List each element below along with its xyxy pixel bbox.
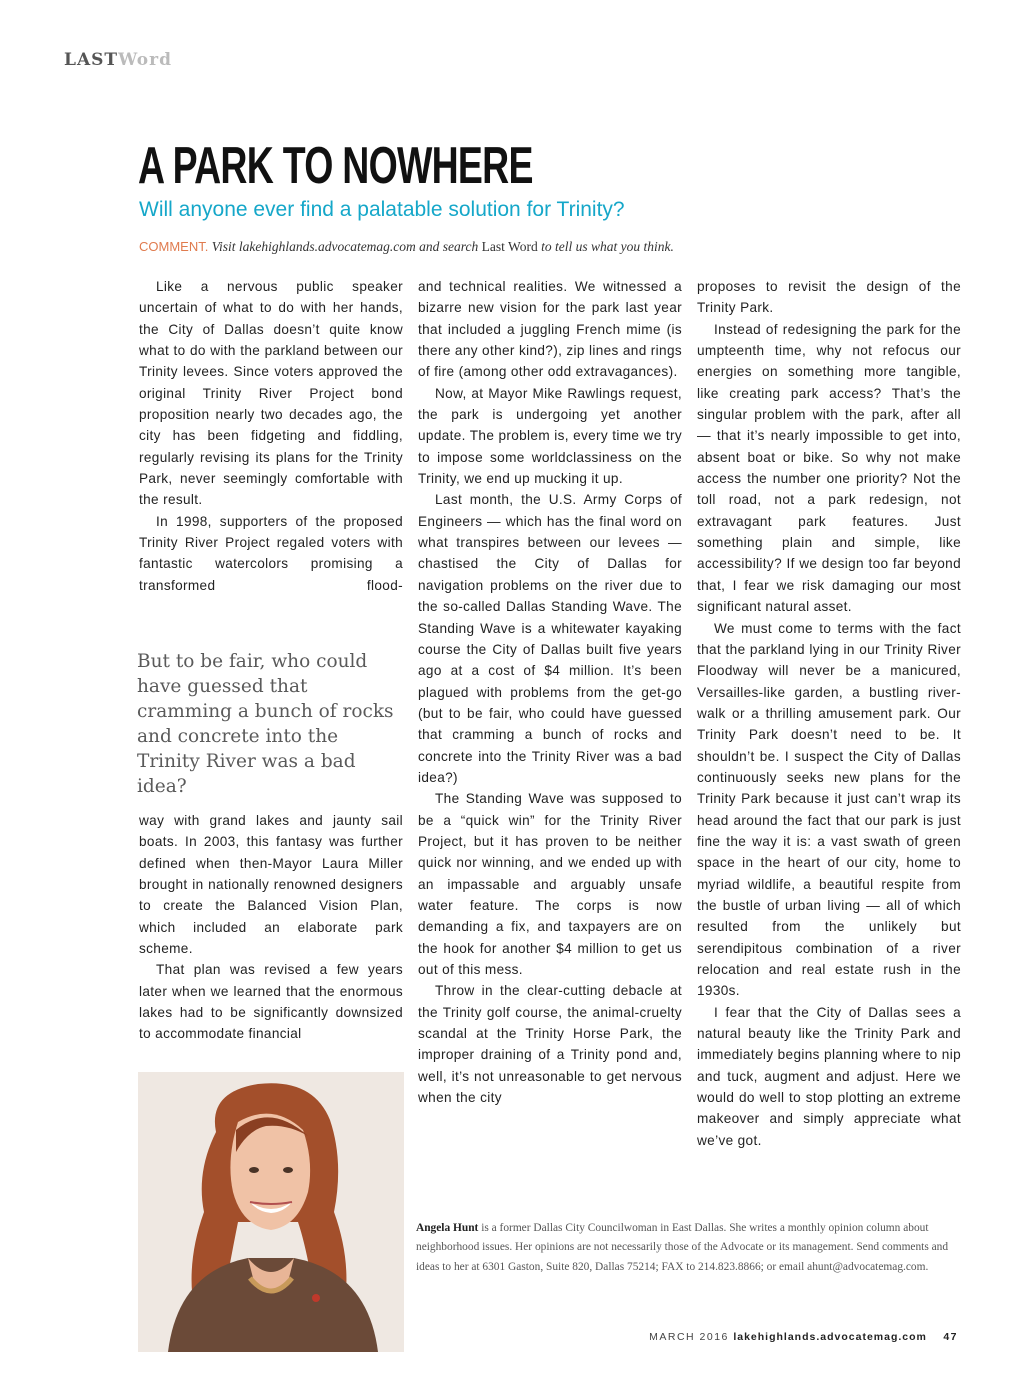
paragraph: In 1998, supporters of the proposed Trinity River Project regaled voters with fantastic watercolors promising a transformed flood- <box>139 513 403 593</box>
paragraph: Throw in the clear-cutting debacle at the Trinity golf course, the animal-cruelty scandal at the Trinity Horse Park, the improper draining of a Trinity pond and, well, it’s not unreasonable to get nervous when the city <box>418 983 682 1106</box>
footer-site: lakehighlands.advocatemag.com <box>733 1331 927 1343</box>
section-tag <box>64 50 172 70</box>
paragraph: The Standing Wave was supposed to be a “quick win” for the Trinity River Project, but it has proven to be neither quick nor winning, and we ended up with an impassable and arguably unsafe water feature. The corps is now demanding a fix, and taxpayers are on the hook for another $4 million to get us out of this mess. <box>418 791 682 977</box>
author-bio <box>416 1219 960 1277</box>
page-footer <box>649 1331 958 1343</box>
comment-post: to tell us what you think. <box>537 239 674 254</box>
paragraph: I fear that the City of Dallas sees a natural beauty like the Trinity Park and immediately begins planning where to nip and tuck, augment and adjust. Here we would do well to stop plotting an extreme makeover and simply appreciate what we’ve got. <box>697 1004 961 1148</box>
paragraph: proposes to revisit the design of the Trinity Park. <box>697 279 961 316</box>
paragraph: We must come to terms with the fact that the parkland lying in our Trinity River Floodway will never be a manicured, Versailles-like garden, a bustling river-walk or a thrilling amusement park. Our Trinity Park doesn’t need to be. It shouldn’t be. I suspect the City of Dallas continuously seeks new plans for the Trinity Park because it just can’t wrap its head around the fact that our park is just fine the way it is: a vast swath of green space in the heart of our city, home to myriad wildlife, a beautiful respite from the bustle of urban living — all of which resulted from the unlikely but serendipitous combination of a river relocation and real estate rush in the 1930s. <box>697 620 961 999</box>
comment-pre: Visit lakehighlands.advocatemag.com and search <box>208 239 482 254</box>
pull-quote: But to be fair, who could have guessed that cramming a bunch of rocks and concrete into the Trinity River was a bad idea? <box>137 651 394 797</box>
column-3 <box>697 276 961 1151</box>
paragraph: That plan was revised a few years later when we learned that the enormous lakes had to be significantly downsized to accommodate financial <box>139 962 403 1042</box>
footer-date: MARCH 2016 <box>649 1331 729 1343</box>
author-photo <box>138 1072 404 1352</box>
paragraph: Instead of redesigning the park for the umpteenth time, why not refocus our energies on something more tangible, like creating park access? That’s the singular problem with the park, after all — that it’s nearly impossible to get into, absent boat or bike. So why not make access the number one priority? Not the toll road, not a park redesign, not extravagant park features. Just something plain and simple, like accessibility? If we design too far beyond that, I fear we risk damaging our most significant natural asset. <box>697 321 961 615</box>
column-1-bottom <box>139 810 403 1045</box>
comment-last-word: Last Word <box>481 239 538 254</box>
column-2 <box>418 276 682 1108</box>
comment-label: COMMENT. <box>139 239 209 254</box>
deck: Will anyone ever find a palatable solution for Trinity? <box>139 198 625 221</box>
paragraph: and technical realities. We witnessed a bizarre new vision for the park last year that included a juggling French mime (is there any other kind?), zip lines and rings of fire (among other odd extravagances). <box>418 279 682 380</box>
paragraph: Like a nervous public speaker uncertain of what to do with her hands, the City of Dallas doesn’t quite know what to do with the parkland between our Trinity levees. Since voters approved the original Trinity River Project bond proposition nearly two decades ago, the city has been fidgeting and fiddling, regularly revising its plans for the Trinity Park, never seemingly comfortable with the result. <box>139 279 403 508</box>
section-tag-last: LAST <box>64 50 119 70</box>
author-bio-text: is a former Dallas City Councilwoman in East Dallas. She writes a monthly opinion column about neighborhood issues. Her opinions are not necessarily those of the Advocate or its management. Send comments and ideas to her at 6301 Gaston, Suite 820, Dallas 75214; FAX to 214.823.8866; or email ahunt@advocatemag.com. <box>416 1222 949 1273</box>
column-1-top <box>139 276 403 596</box>
section-tag-word: Word <box>118 50 172 70</box>
author-name: Angela Hunt <box>416 1222 479 1234</box>
comment-line <box>139 239 674 255</box>
headline: A PARK TO NOWHERE <box>138 137 533 195</box>
paragraph: Now, at Mayor Mike Rawlings request, the park is undergoing yet another update. The problem is, every time we try to impose some worldclassiness on the Trinity, we end up mucking it up. <box>418 385 682 487</box>
paragraph: way with grand lakes and jaunty sail boats. In 2003, this fantasy was further defined when then-Mayor Laura Miller brought in nationally renowned designers to create the Balanced Vision Plan, which included an elaborate park scheme. <box>139 813 403 957</box>
page-number: 47 <box>943 1331 958 1343</box>
paragraph: Last month, the U.S. Army Corps of Engineers — which has the final word on what transpires between our levees — chastised the City of Dallas for navigation problems on the river due to the so-called Dallas Standing Wave. The Standing Wave is a whitewater kayaking course the City of Dallas built five years ago at a cost of $4 million. It’s been plagued with problems from the get-go (but to be fair, who could have guessed that cramming a bunch of rocks and concrete into the Trinity River was a bad idea?) <box>418 492 682 785</box>
